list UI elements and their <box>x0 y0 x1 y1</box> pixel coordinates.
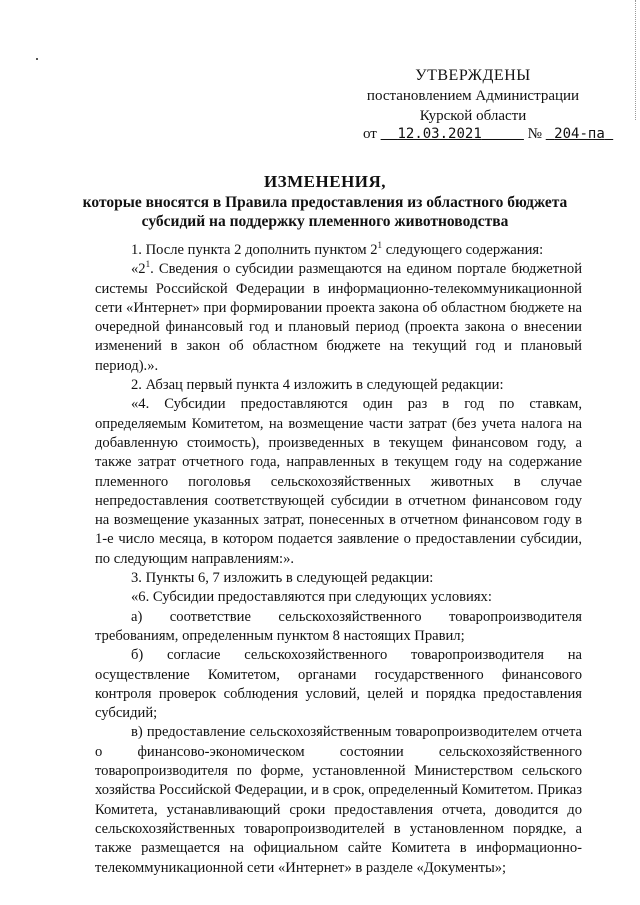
scan-speck <box>36 58 38 60</box>
document-body <box>95 241 582 878</box>
approval-issuer: постановлением Администрации <box>366 88 580 104</box>
approval-title: УТВЕРЖДЕНЫ <box>415 67 531 84</box>
heading-title: ИЗМЕНЕНИЯ, <box>263 172 387 191</box>
document-heading <box>60 172 590 231</box>
heading-line-1: которые вносятся в Правила предоставления из областного бюджета <box>82 194 568 211</box>
date-value: 12.03.2021 <box>397 126 482 142</box>
approval-stamp <box>363 66 583 126</box>
paragraph-2: «$2^1$. Сведения о субсидии размещаются на едином портале бюджетной системы Российской Федерации в информационно-телекоммуникационной сети «Интернет» при формировании проекта закона об областном бюджете на очередной финансовый год и плановый период (проекта закона о внесении изменений в закон об областном бюджете на текущий год и плановый период).». <box>95 259 582 374</box>
approval-region: Курской области <box>419 108 527 124</box>
number-prefix: № <box>527 126 542 142</box>
paragraph-3: 2. Абзац первый пункта 4 изложить в следующей редакции: <box>131 377 504 394</box>
paragraph-1: 1. После пункта 2 дополнить пунктом $2^1$ следующего содержания: <box>131 240 544 258</box>
number-value: 204-па <box>554 126 605 142</box>
date-prefix: от <box>363 126 377 142</box>
paragraph-4: «4. Субсидии предоставляются один раз в год по ставкам, определяемым Комитетом, на возмещение части затрат (без учета налога на добавленную стоимость), произведенных в текущем финансовом году, а также затрат отчетного года, направленных в текущем году на содержание племенного поголовья сельскохозяйственных животных в случае непредоставления соответствующей субсидии в отчетном финансовом году на возмещение указанных затрат, понесенных в отчетном финансовом году в 1-е число месяца, в котором подается заявление о предоставлении субсидии, по следующим направлениям:». <box>95 396 582 567</box>
paragraph-7: а) соответствие сельскохозяйственного товаропроизводителя требованиям, определенным пунктом 8 настоящих Правил; <box>95 608 582 644</box>
paragraph-8: б) согласие сельскохозяйственного товаропроизводителя на осуществление Комитетом, органами государственного финансового контроля проверок соблюдения условий, целей и порядка предоставления субсидий; <box>95 647 582 722</box>
heading-line-2: субсидий на поддержку племенного животноводства <box>141 213 509 230</box>
scan-edge <box>632 0 636 120</box>
paragraph-5: 3. Пункты 6, 7 изложить в следующей редакции: <box>131 570 434 587</box>
approval-date-line <box>363 126 613 143</box>
paragraph-9: в) предоставление сельскохозяйственным товаропроизводителем отчета о финансово-экономическом состоянии сельскохозяйственного товаропроизводителя по форме, установленной Министерством сельского хозяйства Российской Федерации, и в срок, определенный Комитетом. Приказ Комитета, устанавливающий сроки предоставления отчета, доводится до сельскохозяйственных товаропроизводителей в установленном порядке, а также размещается на официальном сайте Комитета в информационно-телекоммуникационной сети «Интернет» в разделе «Документы»; <box>95 724 582 876</box>
paragraph-6: «6. Субсидии предоставляются при следующих условиях: <box>131 589 492 606</box>
